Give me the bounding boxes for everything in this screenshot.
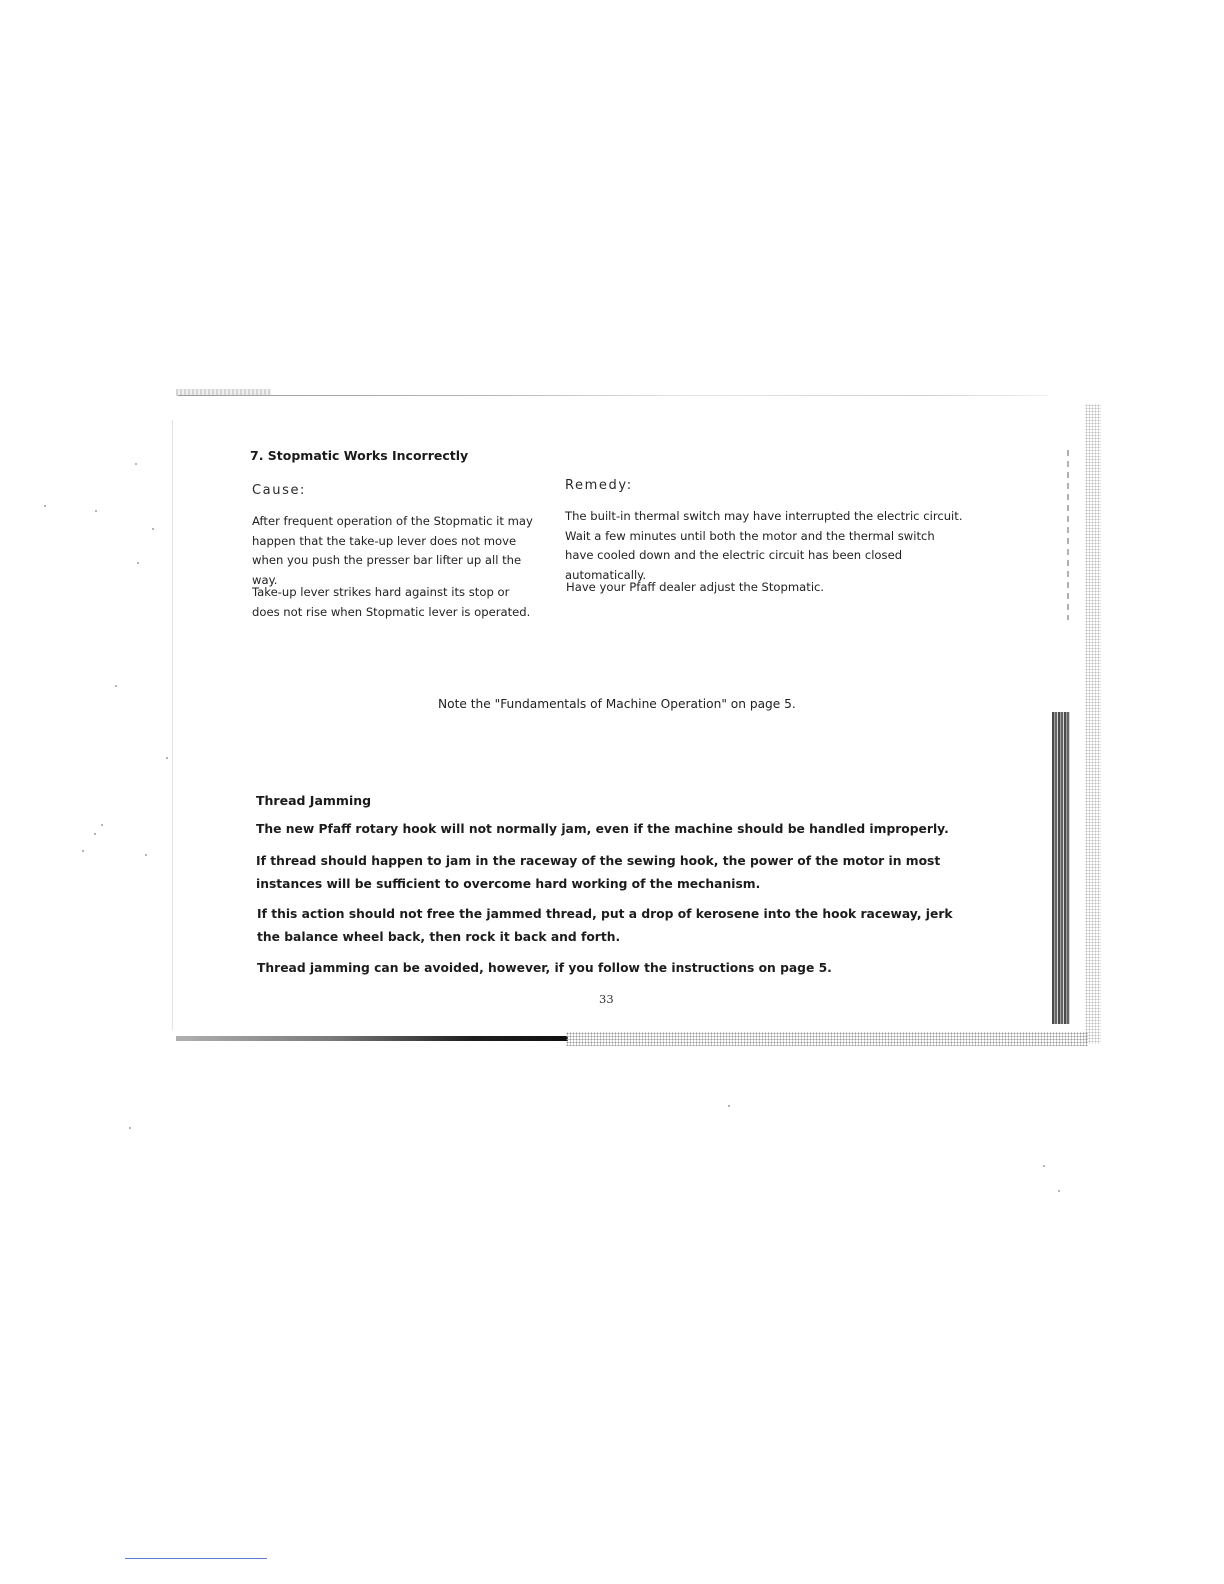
scan-speck xyxy=(166,757,168,759)
scan-speck xyxy=(135,463,137,465)
scan-speck xyxy=(101,824,103,826)
left-page-edge xyxy=(172,420,173,1030)
thread-jamming-paragraph: If thread should happen to jam in the raceway of the sewing hook, the power of the motor in most instances will be sufficient to overcome hard working of the mechanism. xyxy=(256,854,941,891)
scan-speck xyxy=(728,1105,730,1107)
thread-jamming-paragraph: The new Pfaff rotary hook will not normally jam, even if the machine should be handled improperly. xyxy=(256,822,949,836)
top-rule xyxy=(178,395,1048,396)
scan-speck xyxy=(129,1127,131,1129)
cause-paragraph: Take-up lever strikes hard against its stop or does not rise when Stopmatic lever is operated. xyxy=(252,585,531,619)
remedy-label: Remedy: xyxy=(565,478,633,493)
right-shadow-strip xyxy=(1052,712,1070,1024)
scan-speck xyxy=(137,562,139,564)
bottom-dotted-strip xyxy=(566,1032,1088,1046)
note-text: Note the "Fundamentals of Machine Operation" on page 5. xyxy=(438,697,796,711)
scan-speck xyxy=(1043,1165,1045,1167)
scan-speck xyxy=(95,510,97,512)
scan-speck xyxy=(145,854,147,856)
scan-speck xyxy=(94,833,96,835)
cause-label: Cause: xyxy=(252,483,307,498)
thread-jamming-paragraph: Thread jamming can be avoided, however, if you follow the instructions on page 5. xyxy=(257,961,832,975)
remedy-paragraph: Have your Pfaff dealer adjust the Stopmatic. xyxy=(566,580,825,594)
right-edge-line xyxy=(1067,450,1069,620)
scan-speck xyxy=(44,505,46,507)
remedy-paragraph: The built-in thermal switch may have interrupted the electric circuit. Wait a few minutes until both the motor and the thermal switch have cooled down and the electric circuit has been closed automatically. xyxy=(565,509,963,582)
scan-speck xyxy=(1058,1190,1060,1192)
footer-line xyxy=(125,1558,267,1559)
cause-paragraph: After frequent operation of the Stopmatic it may happen that the take-up lever does not move when you push the presser bar lifter up all the way. xyxy=(252,514,533,587)
page-number: 33 xyxy=(599,992,614,1006)
right-binding-strip xyxy=(1085,404,1101,1044)
bottom-rule xyxy=(176,1036,568,1041)
scan-speck xyxy=(152,528,154,530)
scan-speck xyxy=(115,685,117,687)
section-title: 7. Stopmatic Works Incorrectly xyxy=(250,448,469,463)
thread-jamming-paragraph: If this action should not free the jammed thread, put a drop of kerosene into the hook raceway, jerk the balance wheel back, then rock it back and forth. xyxy=(257,907,953,944)
thread-jamming-title: Thread Jamming xyxy=(256,793,372,808)
scan-speck xyxy=(82,850,84,852)
